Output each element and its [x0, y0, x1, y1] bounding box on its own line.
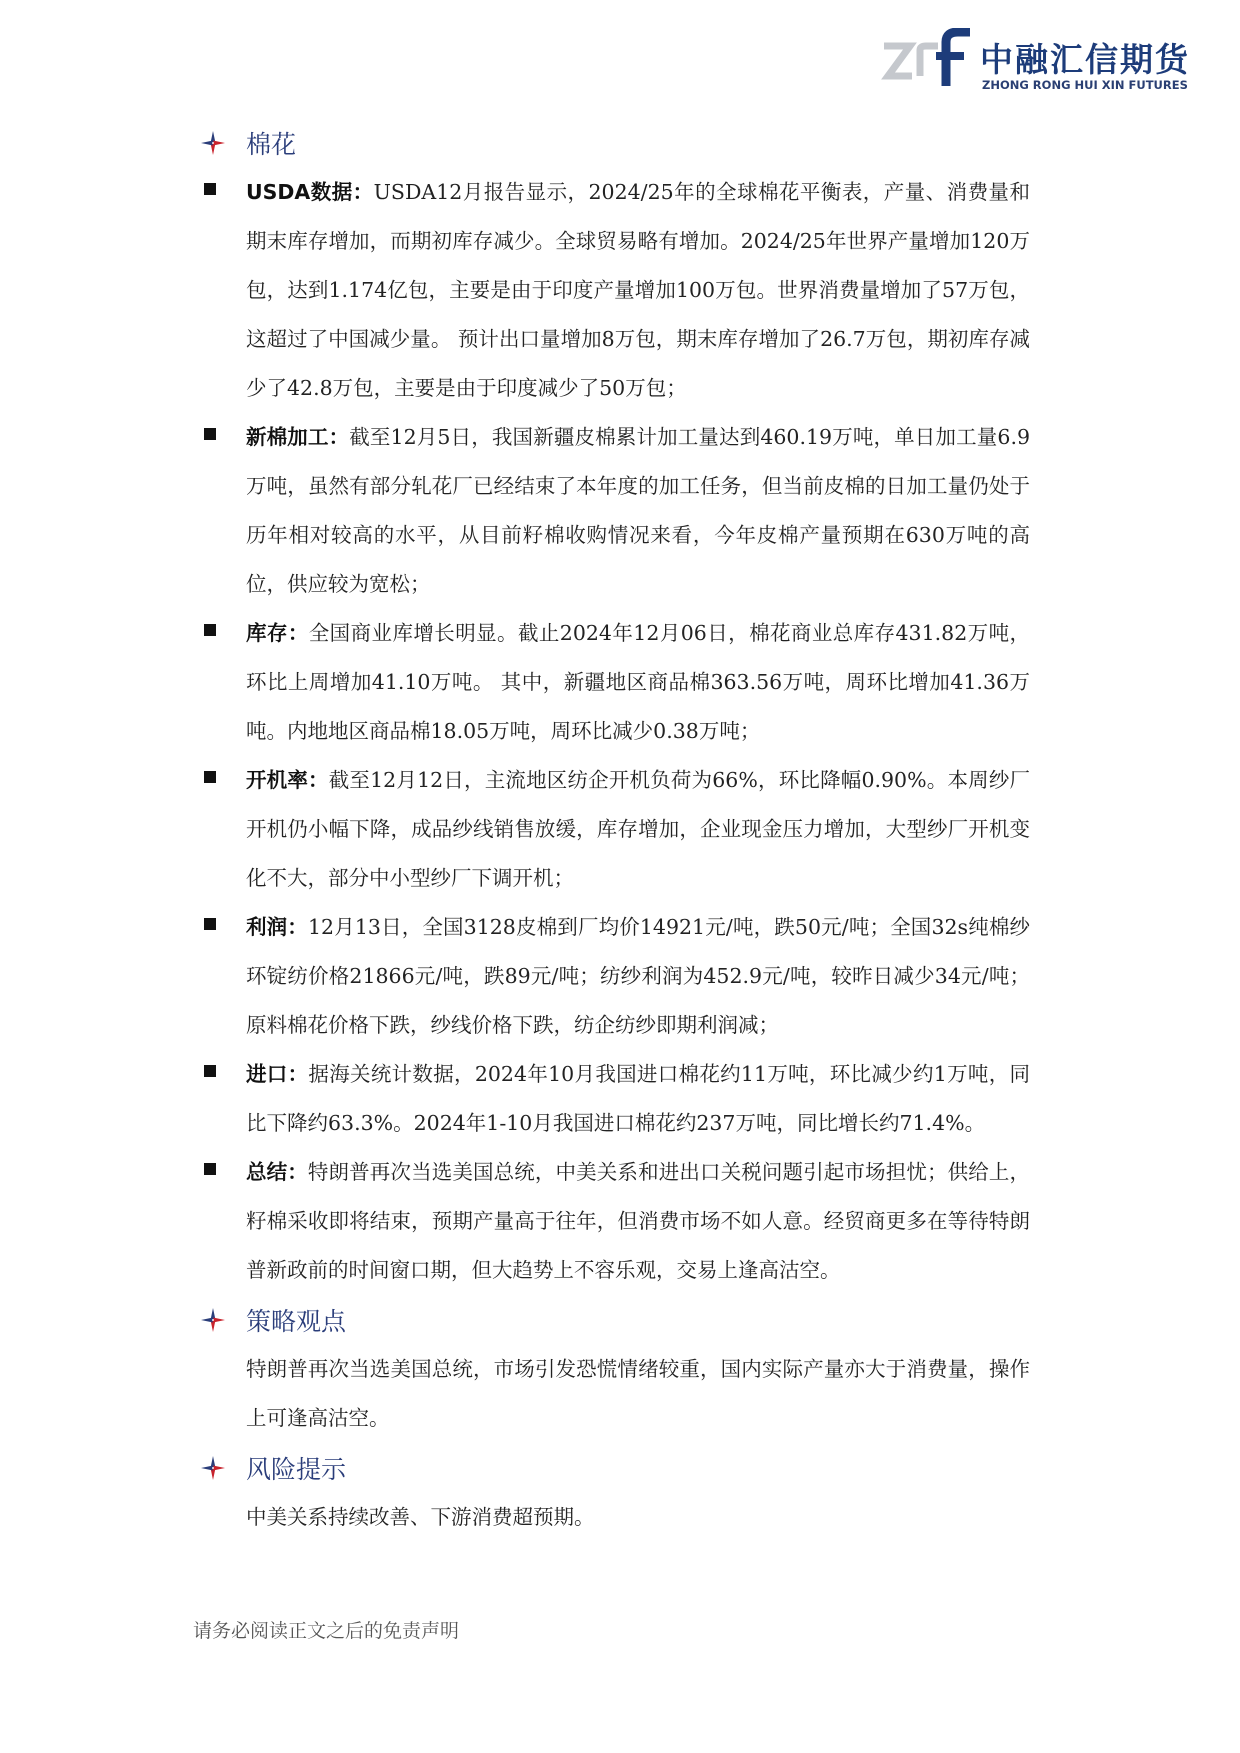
section-title: 风险提示 [246, 1455, 347, 1484]
bullet-label: 库存： [246, 621, 309, 645]
bullet-import [200, 1050, 1030, 1148]
square-bullet-icon [204, 771, 216, 783]
footer-disclaimer: 请务必阅读正文之后的免责声明 [193, 1620, 460, 1642]
bullet-label: USDA数据： [246, 180, 374, 204]
bullet-inventory [200, 609, 1030, 756]
bullet-usda [200, 168, 1030, 413]
bullet-text: USDA12月报告显示，2024/25年的全球棉花平衡表，产量、消费量和期末库存增加，而期初库存减少。全球贸易略有增加。2024/25年世界产量增加120万包，达到1.174亿包，主要是由于印度产量增加100万包。世界消费量增加了57万包，这超过了中国减少量。 预计出口量增加8万包，期末库存增加了26.7万包，期初库存减少了42.8万包，主要是由于印度减少了50万包； [246, 180, 1030, 400]
bullet-operating-rate [200, 756, 1030, 903]
znf-logo-icon [880, 28, 976, 90]
bullet-profit [200, 903, 1030, 1050]
section-heading-cotton [200, 118, 1030, 168]
bullet-summary [200, 1148, 1030, 1295]
bullet-text: 特朗普再次当选美国总统，中美关系和进出口关税问题引起市场担忧；供给上，籽棉采收即将结束，预期产量高于往年，但消费市场不如人意。经贸商更多在等待特朗普新政前的时间窗口期，但大趋势上不容乐观，交易上逢高沽空。 [246, 1160, 1030, 1282]
logo-company-name-en: ZHONG RONG HUI XIN FUTURES [982, 78, 1188, 92]
risk-text: 中美关系持续改善、下游消费超预期。 [246, 1505, 595, 1529]
section-title: 棉花 [246, 130, 297, 159]
bullet-label: 进口： [246, 1062, 309, 1086]
bullet-text: 全国商业库增长明显。截止2024年12月06日，棉花商业总库存431.82万吨，环比上周增加41.10万吨。 其中，新疆地区商品棉363.56万吨，周环比增加41.36万吨。内地地区商品棉18.05万吨，周环比减少0.38万吨； [246, 621, 1030, 743]
compass-star-icon [200, 130, 226, 156]
square-bullet-icon [204, 1065, 216, 1077]
bullet-label: 新棉加工： [246, 425, 350, 449]
report-content [200, 118, 1030, 1542]
square-bullet-icon [204, 918, 216, 930]
section-title: 策略观点 [246, 1307, 347, 1336]
section-heading-strategy [200, 1295, 1030, 1345]
compass-star-icon [200, 1455, 226, 1481]
bullet-text: 据海关统计数据，2024年10月我国进口棉花约11万吨，环比减少约1万吨，同比下降约63.3%。2024年1-10月我国进口棉花约237万吨，同比增长约71.4%。 [246, 1062, 1031, 1135]
section-heading-risk [200, 1443, 1030, 1493]
logo-company-name-cn: 中融汇信期货 [980, 40, 1190, 79]
bullet-label: 开机率： [246, 768, 329, 792]
bullet-label: 利润： [246, 915, 308, 939]
bullet-new-cotton-processing [200, 413, 1030, 609]
bullet-label: 总结： [246, 1160, 308, 1184]
compass-star-icon [200, 1307, 226, 1333]
bullet-text: 12月13日，全国3128皮棉到厂均价14921元/吨，跌50元/吨；全国32s纯棉纱环锭纺价格21866元/吨，跌89元/吨；纺纱利润为452.9元/吨，较昨日减少34元/吨；原料棉花价格下跌，纱线价格下跌，纺企纺纱即期利润减； [246, 915, 1031, 1037]
square-bullet-icon [204, 183, 216, 195]
company-logo [880, 28, 1190, 92]
bullet-text: 截至12月12日，主流地区纺企开机负荷为66%，环比降幅0.90%。本周纱厂开机仍小幅下降，成品纱线销售放缓，库存增加，企业现金压力增加，大型纱厂开机变化不大，部分中小型纱厂下调开机； [246, 768, 1031, 890]
strategy-text: 特朗普再次当选美国总统，市场引发恐慌情绪较重，国内实际产量亦大于消费量，操作上可逢高沽空。 [246, 1357, 1030, 1430]
square-bullet-icon [204, 428, 216, 440]
square-bullet-icon [204, 624, 216, 636]
bullet-text: 截至12月5日，我国新疆皮棉累计加工量达到460.19万吨，单日加工量6.9万吨，虽然有部分轧花厂已经结束了本年度的加工任务，但当前皮棉的日加工量仍处于历年相对较高的水平，从目前籽棉收购情况来看，今年皮棉产量预期在630万吨的高位，供应较为宽松； [246, 425, 1030, 596]
square-bullet-icon [204, 1163, 216, 1175]
